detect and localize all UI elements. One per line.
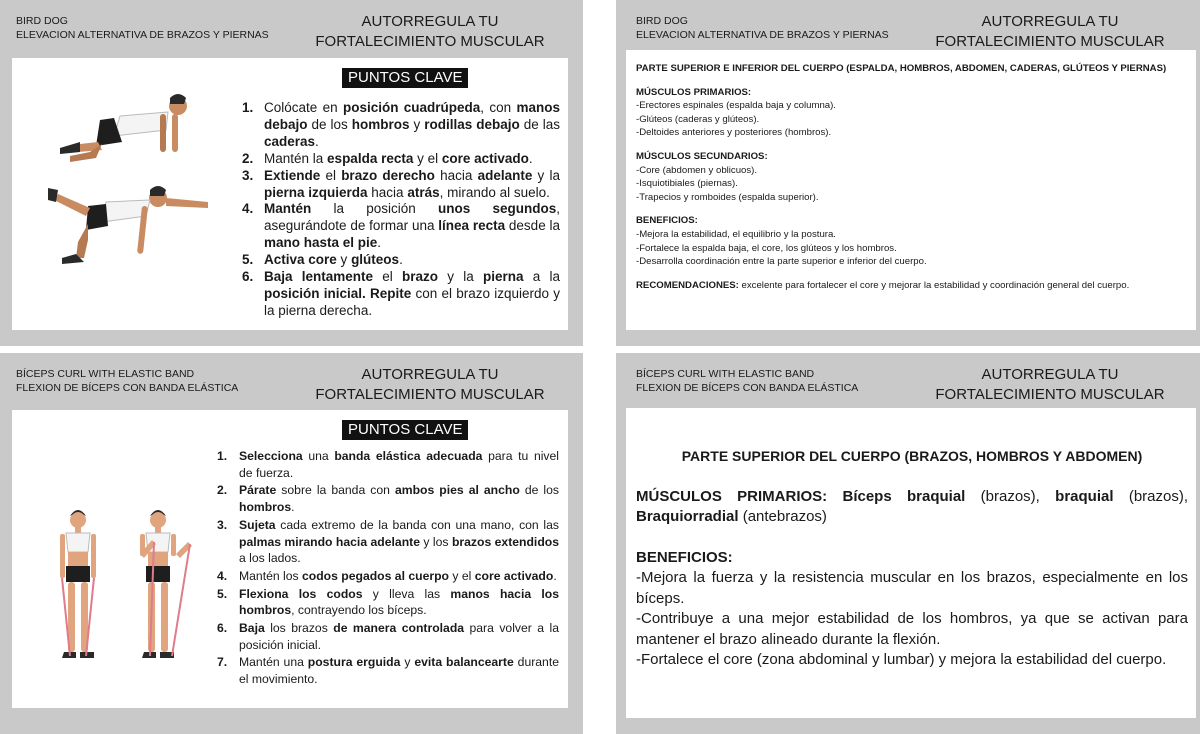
card-header	[616, 353, 1200, 409]
primary-muscles	[636, 487, 1188, 528]
step-number: 3.	[217, 517, 228, 532]
secondary-muscle-item: -Trapecios y romboides (espalda superior).	[636, 191, 819, 203]
step-number: 2.	[217, 483, 228, 498]
emphasis-text: evita balancearte	[414, 655, 514, 670]
key-points-list	[217, 448, 560, 689]
body-area-heading: PARTE SUPERIOR DEL CUERPO (BRAZOS, HOMBROS Y ABDOMEN)	[681, 448, 1143, 464]
exercise-names	[16, 367, 238, 395]
step-text: (brazos),	[965, 487, 1056, 505]
step-text: para tu nivel de fuerza.	[239, 449, 560, 480]
key-point-item	[242, 252, 560, 269]
step-text: y	[336, 252, 352, 268]
emphasis-text: brazo derecho	[341, 167, 435, 183]
step-text: (brazos),	[1113, 487, 1189, 505]
step-text: Mantén los	[239, 568, 303, 583]
step-text: hacia	[367, 184, 408, 200]
step-text: , mirando al suelo.	[439, 184, 550, 200]
emphasis-text: brazos extendidos	[451, 534, 559, 549]
key-point-item	[217, 620, 560, 653]
emphasis-text: Bíceps braquial	[842, 487, 966, 505]
benefits-list	[636, 228, 1186, 269]
step-text: .	[399, 252, 403, 268]
step-text: , asegurándote de formar una	[264, 201, 560, 234]
step-text: y los	[419, 534, 452, 549]
step-text: de los	[519, 483, 559, 498]
emphasis-text: Braquiorradial	[636, 508, 739, 525]
emphasis-text: hombros	[351, 116, 410, 132]
exercise-names	[636, 367, 858, 395]
step-text: y la	[438, 269, 483, 285]
step-text: y	[409, 116, 425, 132]
emphasis-text: Mantén	[264, 201, 312, 217]
emphasis-text: manos hacia los hombros	[239, 586, 560, 618]
step-number: 4.	[242, 201, 254, 217]
recommendations-text: excelente para fortalecer el core y mejorar la estabilidad y coordinación general del cuerpo.	[741, 279, 1130, 291]
emphasis-text: postura erguida	[307, 655, 401, 670]
benefit-item: -Contribuye a una mejor estabilidad de los hombros, ya que se activan para mantener el brazo alineado durante la flexión.	[636, 610, 1188, 648]
key-point-item	[242, 269, 560, 320]
step-text: .	[315, 133, 319, 149]
exercise-names	[636, 14, 889, 42]
woman-curl-position	[140, 510, 192, 658]
emphasis-text: core activado	[441, 150, 529, 166]
emphasis-text: ambos pies al ancho	[394, 483, 520, 498]
step-number: 1.	[217, 449, 228, 463]
step-text: .	[291, 500, 295, 515]
emphasis-text: Baja lentamente	[264, 269, 374, 285]
step-text: el	[320, 167, 342, 183]
emphasis-text: palmas mirando hacia adelante	[239, 534, 420, 549]
secondary-muscles-heading: MÚSCULOS SECUNDARIOS:	[636, 150, 768, 162]
key-point-item	[242, 150, 560, 168]
key-points-title: PUNTOS CLAVE	[342, 420, 468, 440]
step-text: y el	[448, 568, 475, 583]
key-point-item	[242, 167, 561, 202]
emphasis-text: adelante	[477, 167, 533, 183]
key-point-item	[217, 448, 560, 481]
emphasis-text: Repite	[369, 285, 412, 301]
key-point-item	[217, 517, 559, 567]
biceps-curl-illustration	[48, 506, 198, 686]
emphasis-text: unos segundos	[437, 201, 557, 217]
emphasis-text: caderas	[264, 133, 316, 149]
emphasis-text: atrás	[407, 184, 440, 200]
exercise-name-en: BIRD DOG	[636, 15, 688, 27]
primary-muscle-item: -Glúteos (caderas y glúteos).	[636, 113, 760, 125]
emphasis-text: Baja	[239, 621, 265, 636]
step-text: el	[373, 269, 403, 285]
emphasis-text: Sujeta	[239, 517, 276, 532]
content-panel	[626, 408, 1196, 718]
primary-muscles-heading: MÚSCULOS PRIMARIOS:	[636, 86, 752, 98]
card-title: AUTORREGULA TU FORTALECIMIENTO MUSCULAR	[935, 366, 1165, 403]
emphasis-text: línea recta	[438, 218, 506, 234]
step-number: 6.	[242, 269, 254, 285]
step-number: 5.	[217, 586, 228, 601]
step-text: la posición	[311, 201, 438, 217]
step-text: .	[553, 568, 557, 583]
step-text: de los	[307, 116, 352, 132]
emphasis-text: brazo	[402, 269, 439, 285]
exercise-name-es: ELEVACION ALTERNATIVA DE BRAZOS Y PIERNAS	[16, 29, 269, 41]
step-text: y el	[413, 150, 442, 166]
exercise-name-en: BÍCEPS CURL WITH ELASTIC BAND	[636, 368, 815, 380]
emphasis-text: Selecciona	[239, 449, 303, 463]
step-text: cada extremo de la banda con una mano, con las	[275, 517, 559, 532]
card-header	[0, 0, 583, 56]
emphasis-text: codos pegados al cuerpo	[302, 568, 449, 583]
exercise-name-es: FLEXION DE BÍCEPS CON BANDA ELÁSTICA	[636, 382, 859, 394]
step-text	[827, 488, 842, 505]
card-title: AUTORREGULA TU FORTALECIMIENTO MUSCULAR	[315, 366, 545, 403]
emphasis-text: Activa core	[264, 252, 337, 268]
card-title: AUTORREGULA TU FORTALECIMIENTO MUSCULAR	[935, 13, 1165, 50]
key-points-title: PUNTOS CLAVE	[342, 68, 468, 88]
step-text: desde la	[505, 218, 560, 234]
bird-dog-illustration	[40, 90, 210, 280]
step-number: 6.	[217, 621, 228, 636]
step-text: durante el movimiento.	[239, 655, 560, 687]
key-point-item	[242, 201, 560, 252]
step-text: sobre la banda con	[276, 483, 395, 498]
primary-muscles-list	[636, 99, 1186, 140]
exercise-name-en: BÍCEPS CURL WITH ELASTIC BAND	[16, 368, 195, 380]
step-text: .	[528, 150, 533, 166]
emphasis-text: de manera controlada	[333, 621, 465, 636]
emphasis-text: Párate	[239, 483, 277, 498]
key-point-item	[217, 654, 560, 687]
benefit-item: -Mejora la estabilidad, el equilibrio y la postura.	[636, 228, 836, 240]
card-bird-dog-info	[616, 0, 1200, 346]
key-point-item	[217, 586, 560, 619]
muscle-info	[636, 62, 1186, 292]
step-number: 3.	[242, 167, 254, 183]
quadruped-figure	[60, 94, 187, 162]
step-text: a los lados.	[239, 551, 301, 566]
step-number: 7.	[217, 655, 228, 670]
step-number: 4.	[217, 568, 228, 583]
key-point-item	[217, 482, 559, 515]
step-text: Mantén una	[239, 655, 308, 670]
benefits-heading: BENEFICIOS:	[636, 215, 698, 227]
benefit-item: -Fortalece el core (zona abdominal y lumbar) y mejora la estabilidad del cuerpo.	[636, 651, 1167, 668]
emphasis-text: glúteos	[351, 252, 400, 268]
emphasis-text: banda elástica adecuada	[334, 449, 483, 463]
step-text: con el brazo izquierdo y la pierna derecha.	[264, 285, 560, 318]
step-text: Colócate en	[264, 100, 343, 115]
step-text: , con	[480, 100, 517, 115]
step-text: y	[400, 655, 415, 670]
emphasis-text: mano hasta el pie	[264, 235, 378, 251]
step-text: .	[377, 235, 382, 251]
emphasis-text: espalda recta	[327, 150, 414, 166]
card-biceps-steps	[0, 353, 583, 734]
card-header	[0, 353, 583, 409]
emphasis-text: posición inicial.	[264, 285, 366, 301]
benefit-item: -Desarrolla coordinación entre la parte superior e inferior del cuerpo.	[636, 256, 927, 268]
key-point-item	[242, 100, 560, 151]
recommendations-label: RECOMENDACIONES:	[636, 279, 739, 291]
bird-dog-figure	[48, 186, 208, 264]
step-text: hacia	[434, 167, 478, 183]
step-number: 5.	[242, 252, 254, 268]
step-text: , contrayendo los bíceps.	[291, 603, 427, 618]
exercise-name-en: BIRD DOG	[16, 15, 68, 27]
step-text: una	[302, 449, 335, 463]
exercise-name-es: FLEXION DE BÍCEPS CON BANDA ELÁSTICA	[16, 382, 239, 394]
secondary-muscles-list	[636, 164, 1186, 205]
card-biceps-info	[616, 353, 1200, 734]
step-text: los brazos	[264, 621, 334, 636]
exercise-name-es: ELEVACION ALTERNATIVA DE BRAZOS Y PIERNAS	[636, 29, 889, 41]
emphasis-text: MÚSCULOS PRIMARIOS:	[636, 487, 828, 505]
emphasis-text: braquial	[1055, 487, 1114, 505]
secondary-muscle-item: -Isquiotibiales (piernas).	[636, 178, 738, 190]
emphasis-text: pierna izquierda	[264, 184, 368, 200]
emphasis-text: pierna	[483, 269, 524, 285]
benefit-item: -Mejora la fuerza y la resistencia muscular en los brazos, especialmente en los bíceps.	[636, 569, 1188, 607]
card-title: AUTORREGULA TU FORTALECIMIENTO MUSCULAR	[315, 13, 545, 50]
emphasis-text: hombros	[239, 500, 292, 515]
step-text: (antebrazos)	[738, 508, 827, 525]
step-number: 2.	[242, 150, 254, 166]
exercise-names	[16, 14, 269, 42]
step-text: y lleva las	[362, 586, 451, 601]
emphasis-text: Flexiona los codos	[239, 586, 363, 601]
benefits-heading: BENEFICIOS:	[636, 548, 733, 566]
primary-muscle-item: -Deltoides anteriores y posteriores (hombros).	[636, 127, 832, 139]
card-header	[616, 0, 1200, 56]
content-panel	[626, 50, 1196, 330]
emphasis-text: core activado	[474, 568, 554, 583]
step-text: para volver a la posición inicial.	[239, 621, 560, 652]
step-text: a la	[523, 269, 560, 285]
card-bird-dog-steps	[0, 0, 583, 346]
woman-start-position	[60, 510, 96, 658]
emphasis-text: manos debajo	[264, 100, 560, 132]
secondary-muscle-item: -Core (abdomen y oblicuos).	[636, 164, 758, 176]
muscle-info	[636, 446, 1188, 671]
emphasis-text: posición cuadrúpeda	[342, 100, 481, 115]
key-points-list	[242, 100, 561, 320]
body-area-heading: PARTE SUPERIOR E INFERIOR DEL CUERPO (ESPALDA, HOMBROS, ABDOMEN, CADERAS, GLÚTEOS Y PIERNAS)	[636, 63, 1167, 74]
recommendations	[636, 279, 1186, 293]
key-point-item	[217, 568, 559, 585]
benefit-item: -Fortalece la espalda baja, el core, los glúteos y los hombros.	[636, 242, 897, 254]
step-text: de las	[519, 116, 560, 132]
emphasis-text: rodillas debajo	[424, 116, 520, 132]
step-text: y la	[532, 167, 561, 183]
emphasis-text: Extiende	[264, 167, 321, 183]
primary-muscle-item: -Erectores espinales (espalda baja y columna).	[636, 100, 836, 112]
step-text: Mantén la	[264, 150, 328, 166]
benefits-list	[636, 568, 1188, 671]
step-number: 1.	[242, 100, 254, 115]
